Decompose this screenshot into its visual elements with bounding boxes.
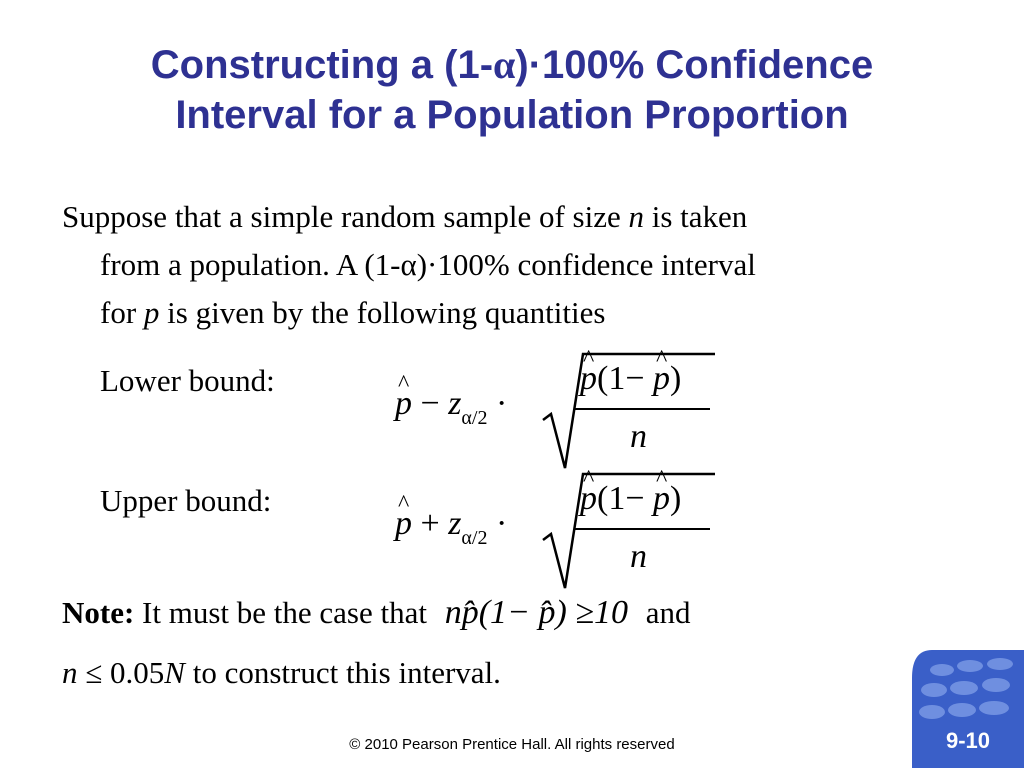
upper-bound-formula: ^ $p + z_{\alpha/2}$ · ^ p(1− ^ p) n — [395, 470, 725, 600]
lower-bound-formula: ^ $p - z_{\alpha/2}$ · ^ p(1− ^ p) n — [395, 350, 725, 480]
copyright-footer: © 2010 Pearson Prentice Hall. All rights reserved — [349, 736, 675, 753]
title-line-2: Interval for a Population Proportion — [175, 93, 849, 137]
upper-bound-label: Upper bound: — [100, 483, 272, 518]
title-line-1: Constructing a (1-α)·100% Confidence — [150, 42, 874, 87]
note-line-2: n ≤ 0.05N to construct this interval. — [62, 655, 501, 690]
slide-number: 9-10 — [945, 728, 991, 753]
lower-bound-label: Lower bound: — [100, 363, 275, 398]
slide-title — [0, 40, 1024, 140]
note-condition-math: np̂(1− p̂) ≥10 — [444, 594, 628, 631]
note-line-1: Note: It must be the case that np̂(1− p̂) ≥10 and — [62, 594, 691, 631]
intro-paragraph: Suppose that a simple random sample of size n is taken from a population. A (1-α)·100% confidence interval for p is given by the following quantities — [62, 199, 756, 330]
